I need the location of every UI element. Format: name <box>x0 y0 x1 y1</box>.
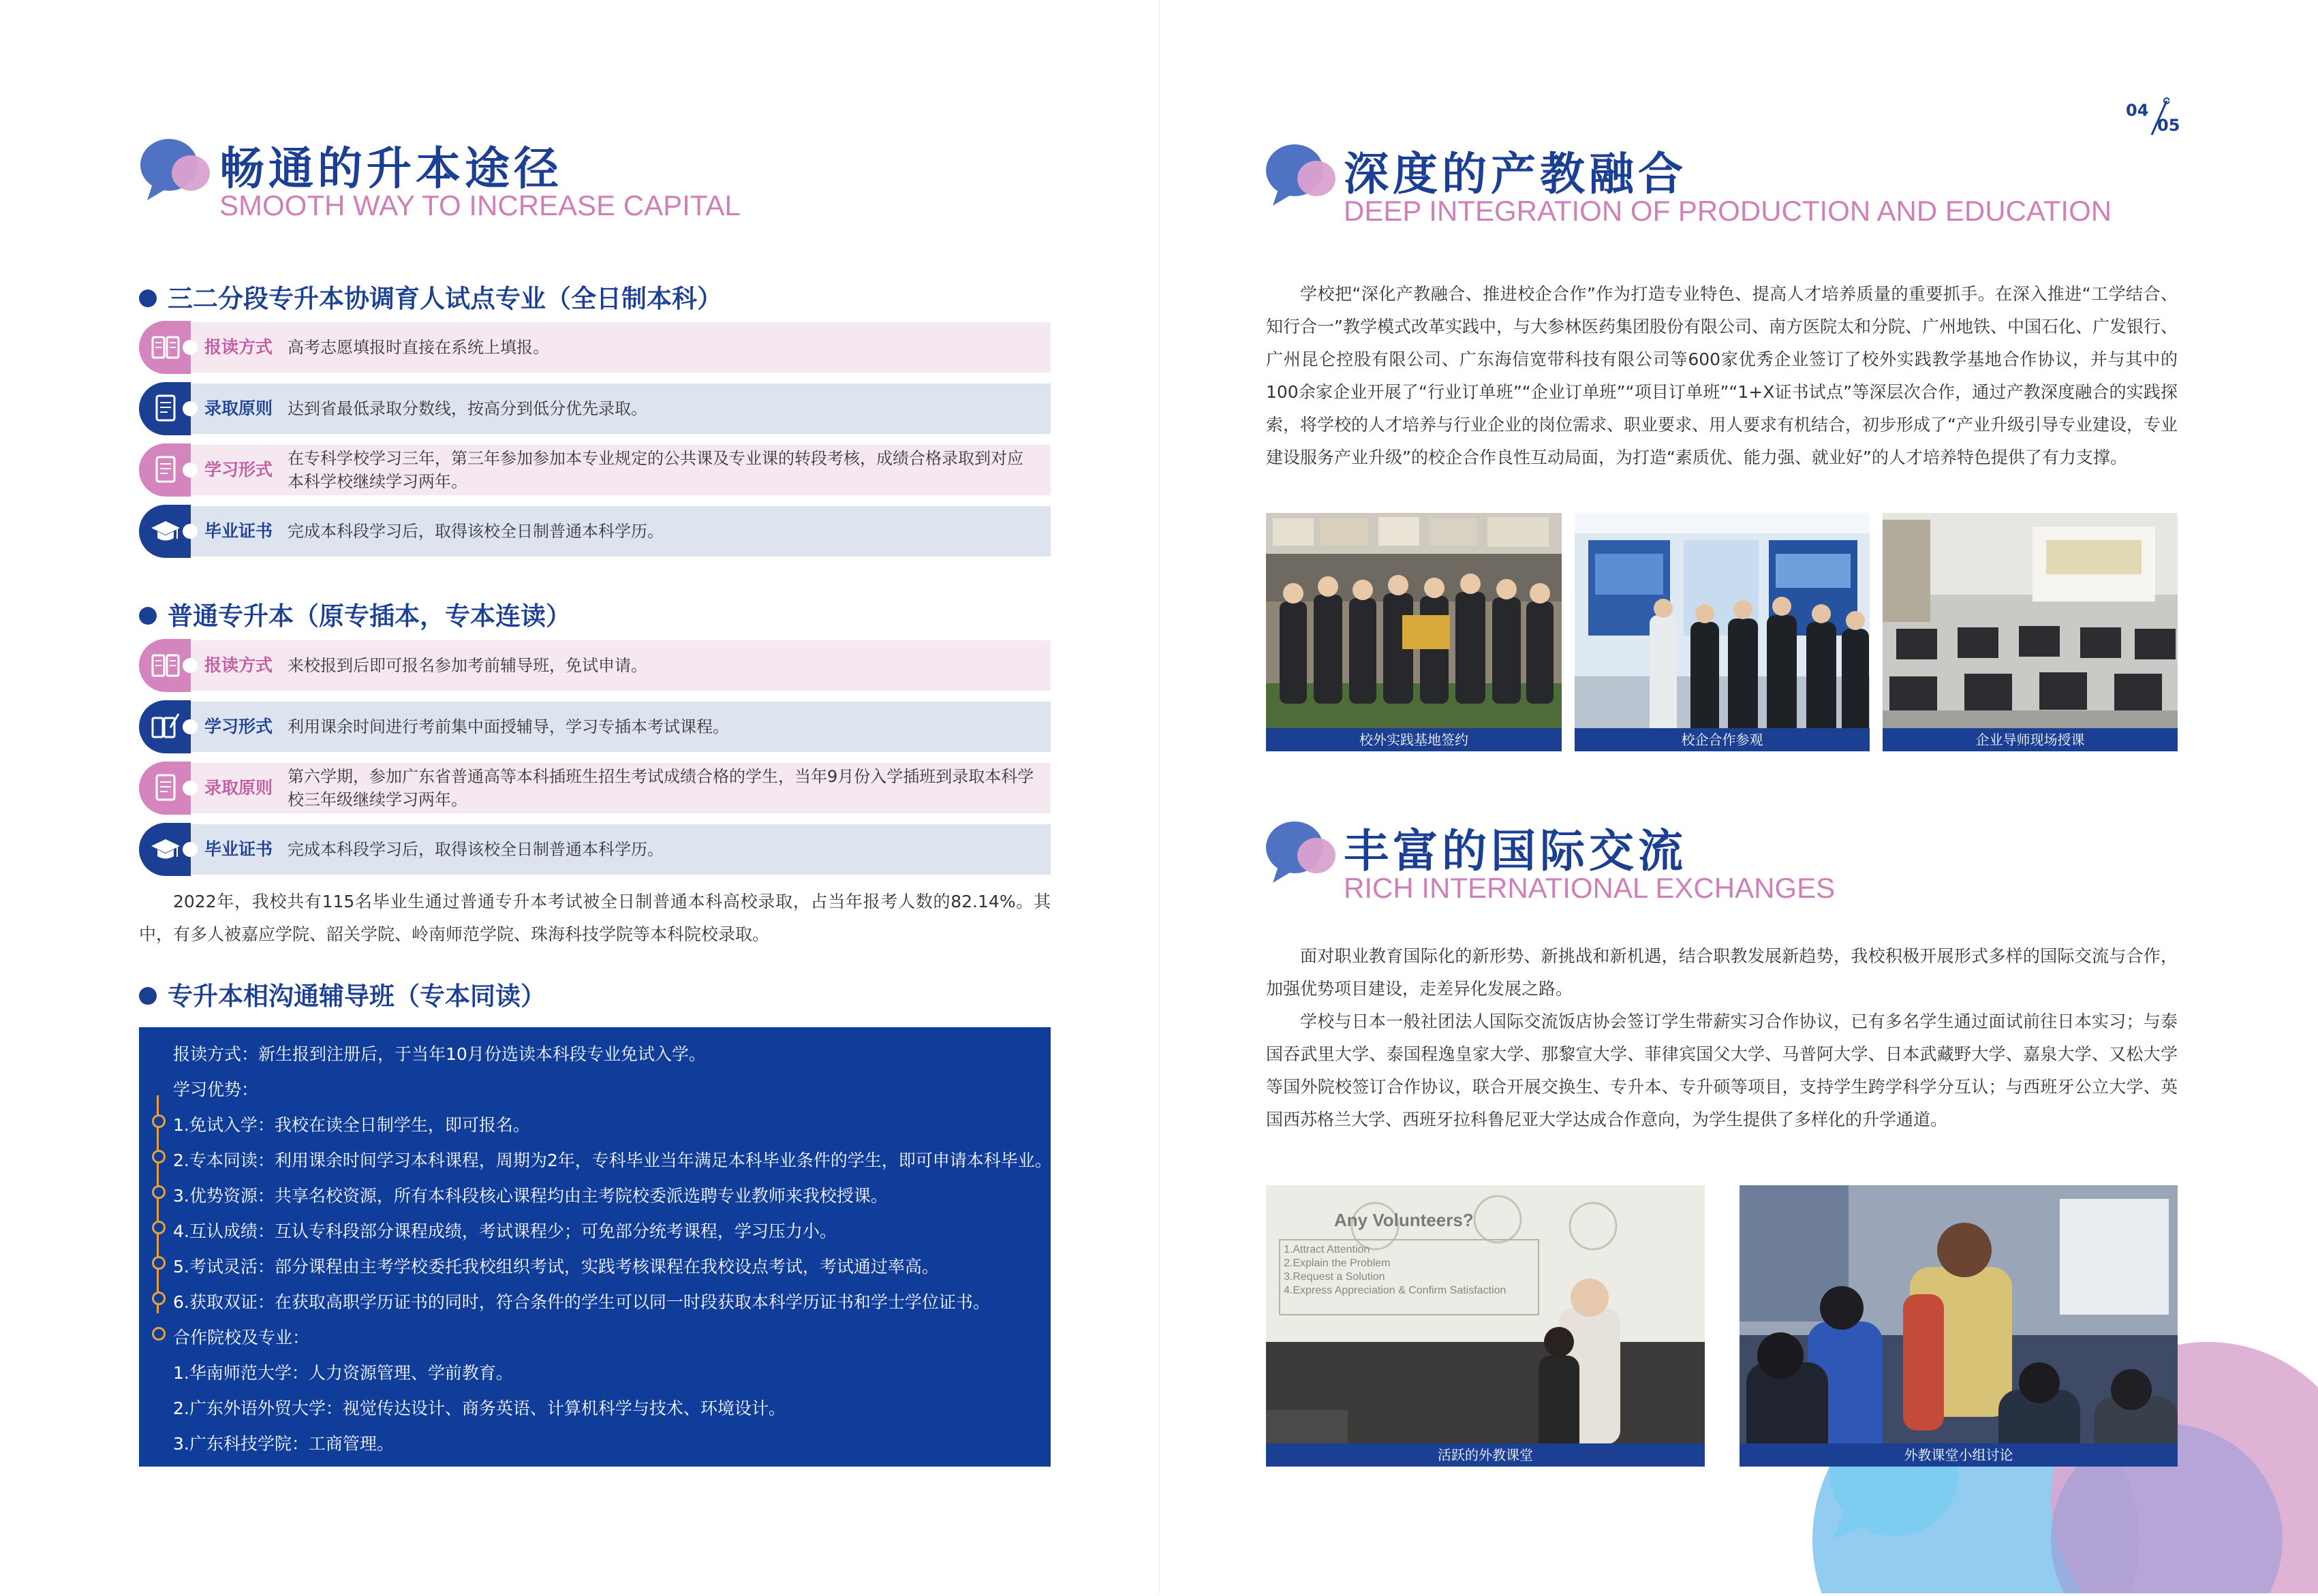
info-row <box>139 640 1051 691</box>
slide-item: 1.Attract Attention <box>1284 1244 1370 1255</box>
box-line: 5.考试灵活：部分课程由主考学校委托我校组织考试，实践考核课程在我校设点考试，考试通过率高。 <box>173 1257 939 1277</box>
photo-caption: 外教课堂小组讨论 <box>1740 1443 2178 1467</box>
box-line: 2.广东外语外贸大学：视觉传达设计、商务英语、计算机科学与技术、环境设计。 <box>173 1398 786 1418</box>
slide-item: 3.Request a Solution <box>1284 1271 1385 1283</box>
row-text: 高考志愿填报时直接在系统上填报。 <box>288 338 549 357</box>
row-label: 学习形式 <box>204 460 273 480</box>
photo-foreign-class <box>1266 1185 1705 1467</box>
row-text: 完成本科段学习后，取得该校全日制普通本科学历。 <box>288 522 664 541</box>
graduation-cap-icon <box>150 516 181 547</box>
timeline-dot <box>152 1292 166 1305</box>
section-bubbles-icon <box>1265 140 1340 208</box>
section-bubbles-icon <box>139 135 214 203</box>
timeline-dot <box>152 1150 166 1163</box>
row-text: 达到省最低录取分数线，按高分到低分优先录取。 <box>288 399 647 418</box>
box-line: 1.华南师范大学：人力资源管理、学前教育。 <box>173 1363 513 1383</box>
page-number-left: 04 <box>2126 101 2149 120</box>
document-icon <box>150 772 181 804</box>
info-row <box>139 322 1051 373</box>
row-label: 报读方式 <box>204 655 273 675</box>
left-subtitle: SMOOTH WAY TO INCREASE CAPITAL <box>219 189 741 221</box>
page-number <box>2126 97 2187 144</box>
row-label: 毕业证书 <box>204 839 273 859</box>
right-section2-title: 丰富的国际交流 <box>1344 825 1687 877</box>
section-bubbles-icon <box>1265 817 1340 886</box>
block2-paragraph: 2022年，我校共有115名毕业生通过普通专升本考试被全日制普通本科高校录取，占当年报考人数的82.14%。其中，有多人被嘉应学院、韶关学院、岭南师范学院、珠海科技学院等本科院校录取。 <box>139 892 1051 944</box>
block3-box <box>139 1027 1051 1467</box>
right-section2-subtitle: RICH INTERNATIONAL EXCHANGES <box>1344 872 1836 904</box>
photo-caption: 活跃的外教课堂 <box>1266 1443 1705 1467</box>
timeline-dot <box>152 1327 166 1341</box>
block3-heading: 专升本相沟通辅导班（专本同读） <box>139 975 546 1012</box>
slide-item: 4.Express Appreciation & Confirm Satisfaction <box>1284 1285 1506 1296</box>
row-label: 毕业证书 <box>204 521 273 541</box>
photo-lecture <box>1883 513 2178 751</box>
box-line: 学习优势： <box>173 1080 259 1099</box>
slide-title: Any Volunteers? <box>1334 1210 1474 1230</box>
box-line: 4.互认成绩：互认专科段部分课程成绩，考试课程少；可免部分统考课程，学习压力小。 <box>173 1221 837 1241</box>
box-line: 2.专本同读：利用课余时间学习本科课程，周期为2年，专科毕业当年满足本科毕业条件的学生，即可申请本科毕业。 <box>173 1151 1052 1170</box>
row-text: 完成本科段学习后，取得该校全日制普通本科学历。 <box>288 840 664 859</box>
document-icon <box>150 393 181 424</box>
book-pen-icon <box>150 711 181 742</box>
row-text: 在专科学校学习三年，第三年参加参加本专业规定的公共课及专业课的转段考核，成绩合格录取到对应本科学校继续学习两年。 <box>288 449 1023 491</box>
graduation-cap-icon <box>150 834 181 865</box>
timeline-line <box>157 1095 159 1313</box>
block1-heading: 三二分段专升本协调育人试点专业（全日制本科） <box>139 278 722 315</box>
row-text: 第六学期，参加广东省普通高等本科插班生招生考试成绩合格的学生，当年9月份入学插班到录取本科学校三年级继续学习两年。 <box>288 767 1034 809</box>
right-section1-subtitle: DEEP INTEGRATION OF PRODUCTION AND EDUCATION <box>1344 195 2112 227</box>
timeline-dot <box>152 1256 166 1270</box>
info-row <box>139 763 1051 813</box>
page-number-right: 05 <box>2157 116 2180 135</box>
block2-heading: 普通专升本（原专插本，专本连读） <box>139 595 571 632</box>
row-text: 利用课余时间进行考前集中面授辅导，学习专插本考试课程。 <box>288 717 729 736</box>
row-label: 录取原则 <box>204 398 273 418</box>
timeline-dot <box>152 1185 166 1199</box>
timeline-dot <box>152 1221 166 1234</box>
box-line: 合作院校及专业： <box>173 1328 310 1347</box>
section2-paragraph-2: 学校与日本一般社团法人国际交流饭店协会签订学生带薪实习合作协议，已有多名学生通过面试前往日本实习；与泰国吞武里大学、泰国程逸皇家大学、那黎宣大学、菲律宾国父大学、马普阿大学、日本武藏野大学、嘉泉大学、又松大学等国外院校签订合作协议，联合开展交换生、专升本、专升硕等项目，支持学生跨学科学分互认；与西班牙公立大学、英国西苏格兰大学、西班牙拉科鲁尼亚大学达成合作意向，为学生提供了多样化的升学通道。 <box>1266 1012 2178 1129</box>
book-icon <box>150 650 181 681</box>
box-line: 3.广东科技学院：工商管理。 <box>173 1434 394 1454</box>
section2-paragraph-1: 面对职业教育国际化的新形势、新挑战和新机遇，结合职教发展新趋势，我校积极开展形式多样的国际交流与合作，加强优势项目建设，走差异化发展之路。 <box>1266 946 2178 999</box>
info-row <box>139 824 1051 875</box>
row-label: 录取原则 <box>204 778 273 798</box>
photo-signing <box>1266 513 1562 751</box>
right-section1-title: 深度的产教融合 <box>1344 148 1687 200</box>
info-row <box>139 506 1051 557</box>
row-label: 学习形式 <box>204 717 273 736</box>
document-icon <box>150 454 181 486</box>
row-text: 来校报到后即可报名参加考前辅导班，免试申请。 <box>288 656 647 675</box>
left-title: 畅通的升本途径 <box>219 142 563 195</box>
box-line: 1.免试入学：我校在读全日制学生，即可报名。 <box>173 1115 530 1135</box>
book-icon <box>150 332 181 363</box>
page-divider <box>1158 0 1160 1593</box>
row-label: 报读方式 <box>204 337 273 357</box>
info-row <box>139 702 1051 752</box>
photo-group-discussion <box>1740 1185 2178 1467</box>
photo-caption: 校企合作参观 <box>1575 728 1870 751</box>
photo-caption: 企业导师现场授课 <box>1883 728 2178 751</box>
info-row <box>139 384 1051 434</box>
box-line: 3.优势资源：共享名校资源，所有本科段核心课程均由主考院校委派选聘专业教师来我校授课。 <box>173 1186 888 1206</box>
slide-item: 2.Explain the Problem <box>1284 1257 1391 1269</box>
photo-visit <box>1575 513 1870 751</box>
box-line: 6.获取双证：在获取高职学历证书的同时，符合条件的学生可以同一时段获取本科学历证书和学士学位证书。 <box>173 1292 990 1312</box>
timeline-dot <box>152 1114 166 1128</box>
photo-caption: 校外实践基地签约 <box>1266 728 1562 751</box>
info-row <box>139 445 1051 495</box>
section1-paragraph: 学校把“深化产教融合、推进校企合作”作为打造专业特色、提高人才培养质量的重要抓手。在深入推进“工学结合、知行合一”教学模式改革实践中，与大参林医药集团股份有限公司、南方医院太和分院、广州地铁、中国石化、广发银行、广州昆仑控股有限公司、广东海信宽带科技有限公司等600家优秀企业签订了校外实践教学基地合作协议，并与其中的100余家企业开展了“行业订单班”“企业订单班”“项目订单班”“1+X证书试点”等深层次合作，通过产教深度融合的实践探索，将学校的人才培养与行业企业的岗位需求、职业要求、用人要求有机结合，初步形成了“产业升级引导专业建设，专业建设服务产业升级”的校企合作良性互动局面，为打造“素质优、能力强、就业好”的人才培养特色提供了有力支撑。 <box>1266 284 2178 467</box>
box-line: 报读方式：新生报到注册后，于当年10月份选读本科段专业免试入学。 <box>173 1044 706 1064</box>
